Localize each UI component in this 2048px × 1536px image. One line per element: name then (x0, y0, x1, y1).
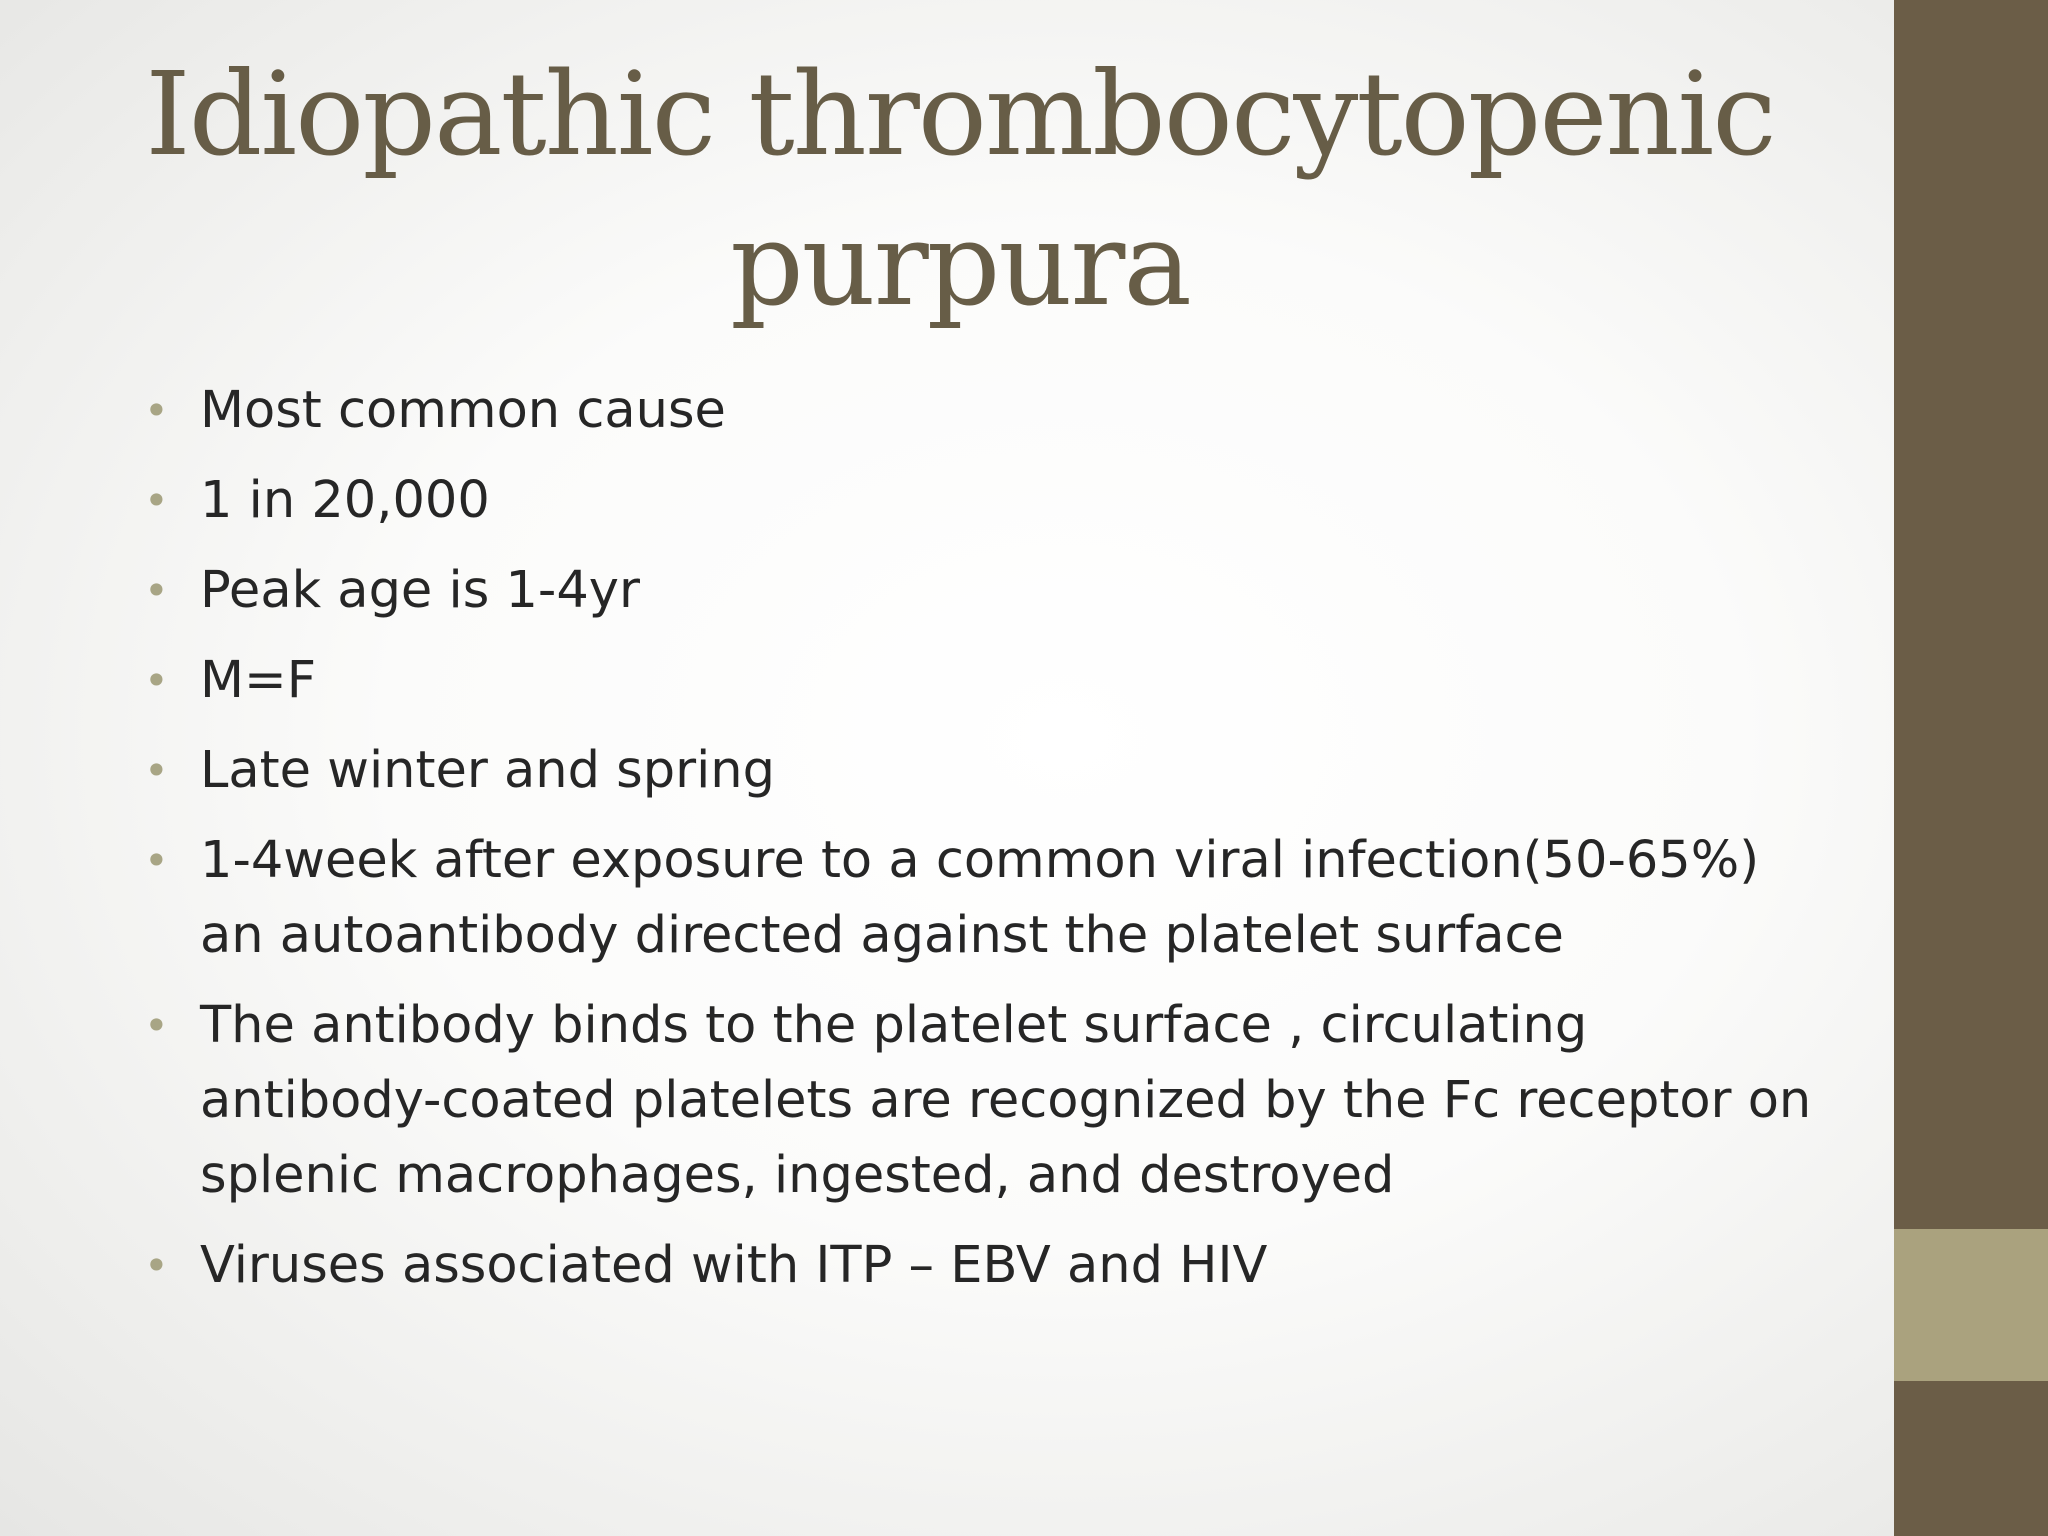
bullet-marker: • (144, 1001, 169, 1050)
bullet-marker: • (144, 656, 169, 705)
side-accent-decoration (1894, 1229, 2048, 1381)
bullet-text: 1 in 20,000 (200, 471, 490, 530)
bullet-item (0, 733, 1880, 808)
bullet-text: Late winter and spring (200, 741, 775, 800)
bullet-text: M=F (200, 651, 317, 710)
slide-title: Idiopathic thrombocytopenic purpura (145, 48, 1775, 332)
bullet-item (0, 988, 1880, 1213)
bullet-item (0, 553, 1880, 628)
bullet-marker: • (144, 476, 169, 525)
bullet-text: Peak age is 1-4yr (200, 561, 640, 620)
bullet-item (0, 373, 1880, 448)
bullet-list (0, 373, 1880, 1318)
bullet-item (0, 823, 1880, 973)
bullet-text: 1-4week after exposure to a common viral infection(50-65%) an autoantibody directed against the platelet surface (200, 831, 1760, 965)
bullet-text: The antibody binds to the platelet surface , circulating antibody-coated platelets are recognized by the Fc receptor on splenic macrophages, ingested, and destroyed (200, 996, 1812, 1205)
bullet-marker: • (144, 1241, 169, 1290)
bullet-item (0, 1228, 1880, 1303)
bullet-item (0, 463, 1880, 538)
bullet-item (0, 643, 1880, 718)
bullet-marker: • (144, 386, 169, 435)
bullet-marker: • (144, 746, 169, 795)
bullet-text: Most common cause (200, 381, 726, 440)
bullet-text: Viruses associated with ITP – EBV and HIV (200, 1236, 1268, 1295)
bullet-marker: • (144, 836, 169, 885)
bullet-marker: • (144, 566, 169, 615)
